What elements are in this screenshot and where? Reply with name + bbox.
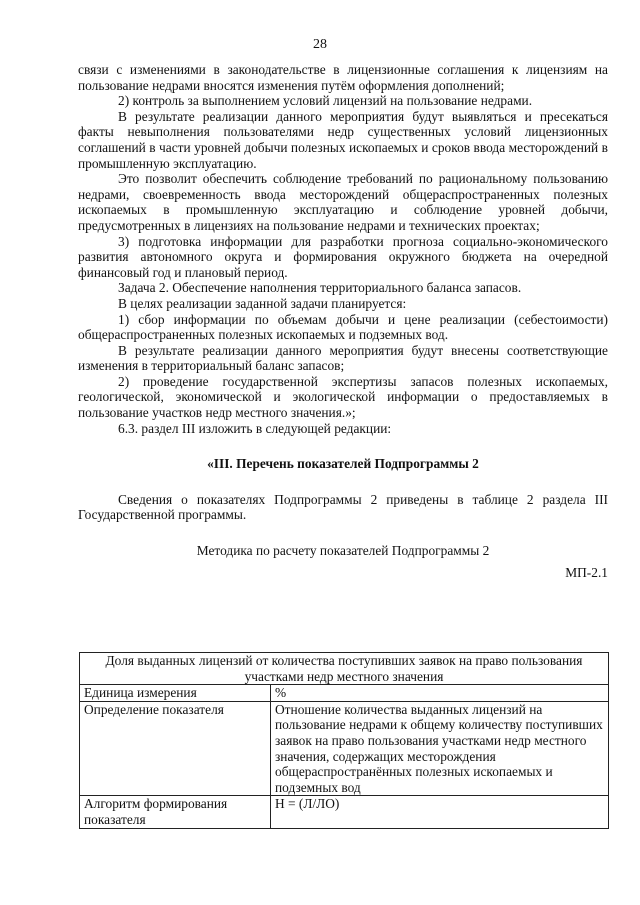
- section-heading: «III. Перечень показателей Подпрограммы 2: [207, 456, 479, 472]
- table-row: [80, 653, 609, 685]
- row-value: %: [271, 685, 609, 702]
- row-value: Н = (Л/ЛО): [271, 796, 609, 828]
- table-title: Доля выданных лицензий от количества поступивших заявок на право пользования участками недр местного значения: [80, 653, 609, 685]
- paragraph: 3) подготовка информации для разработки прогноза социально-экономического развития автономного округа и формирования окружного бюджета на очередной финансовый год и плановый период.: [78, 233, 608, 280]
- paragraph: связи с изменениями в законодательстве в лицензионные соглашения к лицензиям на пользование недрами вносятся изменения путём оформления дополнений;: [78, 62, 608, 93]
- paragraph: Это позволит обеспечить соблюдение требований по рациональному пользованию недрами, своевременность ввода месторождений общераспространенных полезных ископаемых в промышленную эксплуатацию и соблюдение уровней добычи, предусмотренных в лицензиях на пользование недрами и технических проектах;: [78, 171, 608, 233]
- indicator-table: [79, 652, 609, 829]
- paragraph: В результате реализации данного мероприятия будут выявляться и пресекаться факты невыполнения пользователями недр существенных условий лицензионных соглашений в части уровней добычи полезных ископаемых и сроков ввода месторождений в промышленную эксплуатацию.: [78, 108, 608, 171]
- paragraph: В целях реализации заданной задачи планируется:: [118, 295, 407, 311]
- row-label: Определение показателя: [80, 701, 271, 796]
- section-intro: Сведения о показателях Подпрограммы 2 приведены в таблице 2 раздела III Государственной программы.: [78, 491, 608, 523]
- row-label: Алгоритм формирования показателя: [80, 796, 271, 828]
- table-row: [80, 796, 609, 828]
- paragraph: 2) проведение государственной экспертизы запасов полезных ископаемых, геологической, экономической и экологической информации о предоставляемых в пользование участков недр местного значения.»;: [78, 373, 608, 421]
- paragraph: 6.3. раздел III изложить в следующей редакции:: [118, 420, 392, 436]
- row-value: Отношение количества выданных лицензий на пользование недрами к общему количеству поступивших заявок на право пользования участками недр местного значения, содержащих месторождения общераспространённых полезных ископаемых и подземных вод: [271, 701, 609, 796]
- paragraph: 1) сбор информации по объемам добычи и цене реализации (себестоимости) общераспространенных полезных ископаемых и подземных вод.: [78, 311, 608, 343]
- paragraph: В результате реализации данного мероприятия будут внесены соответствующие изменения в территориальный баланс запасов;: [78, 342, 608, 374]
- table-code: МП-2.1: [565, 564, 608, 580]
- table-row: [80, 701, 609, 796]
- row-label: Единица измерения: [80, 685, 271, 702]
- methodology-title: Методика по расчету показателей Подпрограммы 2: [196, 543, 490, 559]
- page-number: 28: [313, 37, 327, 52]
- document-body: [78, 62, 608, 580]
- paragraph: Задача 2. Обеспечение наполнения территориального баланса запасов.: [118, 280, 522, 296]
- table-row: [80, 685, 609, 702]
- paragraph: 2) контроль за выполнением условий лицензий на пользование недрами.: [118, 93, 533, 109]
